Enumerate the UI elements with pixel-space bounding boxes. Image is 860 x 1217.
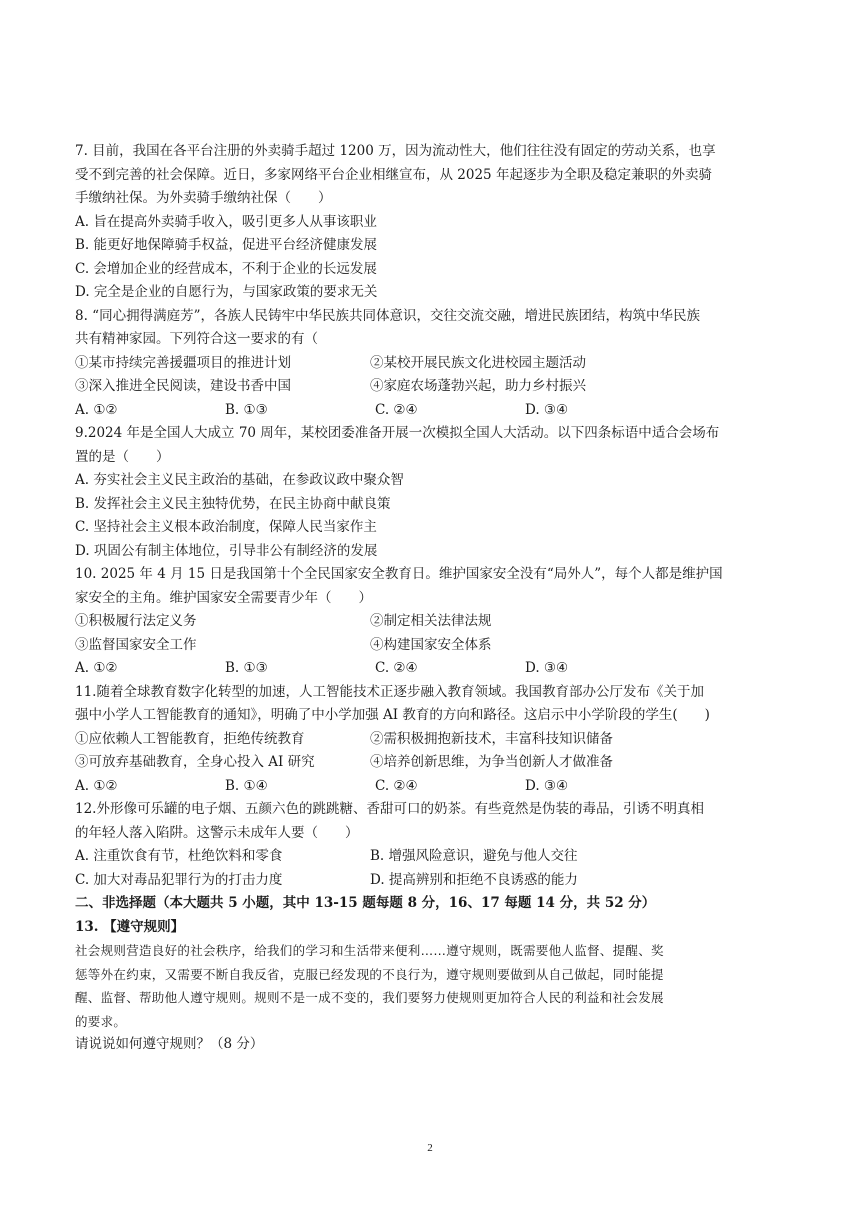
question-13 — [75, 916, 765, 1057]
q7-option-d: D. 完全是企业的自愿行为，与国家政策的要求无关 — [75, 284, 378, 300]
q11-statement-3: ③可放弃基础教育，全身心投入 AI 研究 — [75, 754, 315, 770]
q10-option-a: A. ①② — [75, 660, 118, 676]
q10-statement-3: ③监督国家安全工作 — [75, 636, 197, 653]
q10-statements-row-2 — [75, 634, 765, 658]
q7-option-b: B. 能更好地保障骑手权益，促进平台经济健康发展 — [75, 237, 378, 253]
q9-option-c: C. 坚持社会主义根本政治制度，保障人民当家作主 — [75, 519, 377, 535]
q12-stem-line-1: 12.外形像可乐罐的电子烟、五颜六色的跳跳糖、香甜可口的奶茶。有些竟然是伪装的毒品，引诱不明真相 — [75, 801, 704, 817]
q8-statement-2: ②某校开展民族文化进校园主题活动 — [370, 354, 586, 371]
q10-statements-row-1 — [75, 610, 765, 634]
q8-option-c: C. ②④ — [375, 401, 418, 418]
q10-option-b: B. ①③ — [225, 660, 268, 676]
question-7 — [75, 140, 765, 305]
q13-question: 请说说如何遵守规则？（8 分） — [75, 1036, 264, 1052]
exam-page — [75, 140, 765, 1057]
q8-statement-1: ①某市持续完善援疆项目的推进计划 — [75, 354, 291, 371]
q12-option-c: C. 加大对毒品犯罪行为的打击力度 — [75, 871, 283, 888]
q9-option-b: B. 发挥社会主义民主独特优势，在民主协商中献良策 — [75, 495, 391, 512]
q11-option-a: A. ①② — [75, 777, 118, 794]
question-10 — [75, 563, 765, 681]
q13-material-line-3: 醒、监督、帮助他人遵守规则。规则不是一成不变的，我们要努力使规则更加符合人民的利益和社会发展 — [75, 990, 664, 1005]
q10-stem-line-1: 10. 2025 年 4 月 15 日是我国第十个全民国家安全教育日。维护国家安全没有“局外人”，每个人都是维护国 — [75, 566, 723, 582]
q12-options-row-2 — [75, 869, 765, 893]
q11-statement-4: ④培养创新思维，为争当创新人才做准备 — [370, 754, 613, 770]
q7-stem-line-3: 手缴纳社保。为外卖骑手缴纳社保（ ） — [75, 190, 332, 206]
q8-statement-3: ③深入推进全民阅读，建设书香中国 — [75, 378, 291, 394]
q11-statements-row-1 — [75, 728, 765, 752]
q8-statements-row-1 — [75, 352, 765, 376]
q13-material — [75, 939, 765, 1033]
q13-material-line-2: 惩等外在约束，又需要不断自我反省，克服已经发现的不良行为，遵守规则要做到从自己做起，同时能提 — [75, 966, 664, 982]
q8-statement-4: ④家庭农场蓬勃兴起，助力乡村振兴 — [370, 378, 586, 394]
q12-stem-line-2: 的年轻人落入陷阱。这警示未成年人要（ ） — [75, 824, 359, 841]
q11-options — [75, 775, 765, 799]
q10-statement-1: ①积极履行法定义务 — [75, 613, 197, 629]
q7-option-c: C. 会增加企业的经营成本，不利于企业的长远发展 — [75, 260, 377, 277]
q12-option-d: D. 提高辨别和拒绝不良诱惑的能力 — [370, 871, 578, 888]
q10-stem-line-2: 家安全的主角。维护国家安全需要青少年（ ） — [75, 589, 372, 606]
q9-option-a: A. 夯实社会主义民主政治的基础，在参政议政中聚众智 — [75, 472, 404, 488]
q8-option-a: A. ①② — [75, 401, 118, 418]
q10-option-d: D. ③④ — [525, 660, 569, 676]
q7-stem-line-2: 受不到完善的社会保障。近日，多家网络平台企业相继宣布，从 2025 年起逐步为全职及稳定兼职的外卖骑 — [75, 166, 712, 183]
q11-option-d: D. ③④ — [525, 777, 569, 794]
q12-option-b: B. 增强风险意识，避免与他人交往 — [370, 848, 578, 864]
q13-title: 13. 【遵守规则】 — [75, 918, 185, 935]
q9-option-d: D. 巩固公有制主体地位，引导非公有制经济的发展 — [75, 542, 378, 559]
q8-stem-line-2: 共有精神家园。下列符合这一要求的有（ — [75, 331, 318, 347]
q11-statement-2: ②需积极拥抱新技术，丰富科技知识储备 — [370, 730, 613, 747]
q11-stem-line-1: 11.随着全球教育数字化转型的加速，人工智能技术正逐步融入教育领域。我国教育部办公厅发布《关于加 — [75, 683, 704, 700]
q10-options — [75, 657, 765, 681]
q13-material-line-1: 社会规则营造良好的社会秩序，给我们的学习和生活带来便利……遵守规则，既需要他人监督、提醒、奖 — [75, 943, 664, 958]
q12-options-row-1 — [75, 845, 765, 869]
q12-option-a: A. 注重饮食有节，杜绝饮料和零食 — [75, 848, 283, 864]
question-8 — [75, 305, 765, 423]
page-number: 2 — [427, 1142, 433, 1154]
section-2-title: 二、非选择题（本大题共 5 小题，其中 13-15 题每题 8 分，16、17 每题 14 分，共 52 分） — [75, 895, 656, 911]
q8-options — [75, 399, 765, 423]
q8-option-d: D. ③④ — [525, 401, 569, 418]
q9-stem-line-1: 9.2024 年是全国人大成立 70 周年，某校团委准备开展一次模拟全国人大活动。以下四条标语中适合会场布 — [75, 425, 720, 441]
q8-statements-row-2 — [75, 375, 765, 399]
question-12 — [75, 798, 765, 892]
q10-option-c: C. ②④ — [375, 660, 418, 676]
q8-option-b: B. ①③ — [225, 401, 268, 418]
q8-stem-line-1: 8. “同心拥得满庭芳”，各族人民铸牢中华民族共同体意识，交往交流交融，增进民族团结，构筑中华民族 — [75, 307, 700, 324]
question-11 — [75, 681, 765, 799]
q11-statement-1: ①应依赖人工智能教育，拒绝传统教育 — [75, 730, 305, 747]
q11-stem-line-2: 强中小学人工智能教育的通知》，明确了中小学加强 AI 教育的方向和路径。这启示中小学阶段的学生( ) — [75, 707, 710, 723]
q10-statement-4: ④构建国家安全体系 — [370, 636, 492, 653]
q9-stem-line-2: 置的是（ ） — [75, 448, 170, 465]
q7-option-a: A. 旨在提高外卖骑手收入，吸引更多人从事该职业 — [75, 213, 377, 230]
q10-statement-2: ②制定相关法律法规 — [370, 613, 492, 629]
q7-stem-line-1: 7. 目前，我国在各平台注册的外卖骑手超过 1200 万，因为流动性大，他们往往没有固定的劳动关系，也享 — [75, 143, 716, 159]
q11-statements-row-2 — [75, 751, 765, 775]
q11-option-c: C. ②④ — [375, 777, 418, 794]
question-9 — [75, 422, 765, 563]
q11-option-b: B. ①④ — [225, 777, 268, 794]
q13-material-line-4: 的要求。 — [75, 1013, 127, 1029]
